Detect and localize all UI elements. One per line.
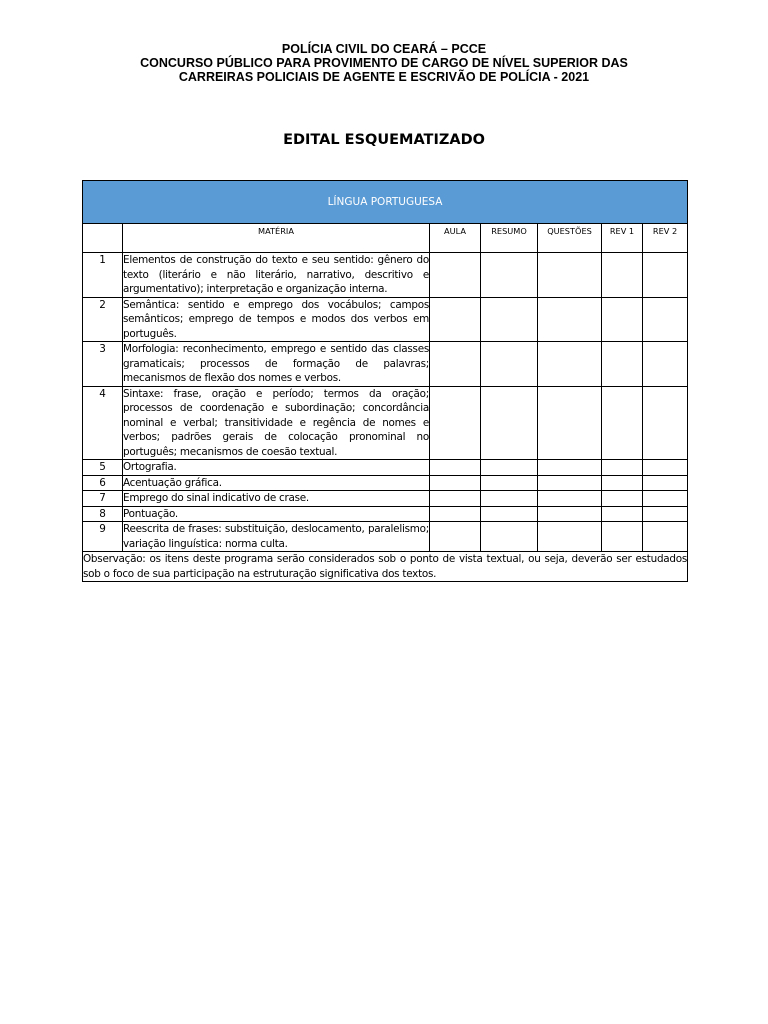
row-materia: Sintaxe: frase, oração e período; termos da oração; processos de coordenação e subordinação; concordância nominal e verbal; transitividade e regência de nomes e verbos; padrões gerais de colocação pronominal no português; mecanismos de coesão textual. — [123, 387, 429, 458]
row-materia: Semântica: sentido e emprego dos vocábulos; campos semânticos; emprego de tempos e modos dos verbos em português. — [123, 298, 429, 340]
checkbox-cell-rev1[interactable] — [602, 506, 643, 522]
table-row — [83, 491, 688, 507]
row-materia: Reescrita de frases: substituição, deslocamento, paralelismo; variação linguística: norma culta. — [123, 523, 429, 550]
row-materia: Elementos de construção do texto e seu sentido: gênero do texto (literário e não literário, narrativo, descritivo e argumentativo); interpretação e organização interna. — [123, 254, 429, 295]
row-materia: Morfologia: reconhecimento, emprego e sentido das classes gramaticais; processos de formação de palavras; mecanismos de flexão dos nomes e verbos. — [123, 343, 429, 384]
checkbox-cell-questoes[interactable] — [538, 475, 602, 491]
checkbox-cell-rev1[interactable] — [602, 475, 643, 491]
page-title: EDITAL ESQUEMATIZADO — [283, 132, 485, 148]
checkbox-cell-aula[interactable] — [430, 253, 481, 298]
row-number: 2 — [83, 297, 123, 342]
study-plan-table — [82, 180, 688, 582]
table-row — [83, 506, 688, 522]
col-materia-header: MATÉRIA — [123, 224, 430, 253]
checkbox-cell-rev1[interactable] — [602, 253, 643, 298]
checkbox-cell-rev1[interactable] — [602, 491, 643, 507]
row-materia: Acentuação gráfica. — [123, 475, 430, 491]
table-row — [83, 386, 688, 460]
checkbox-cell-rev1[interactable] — [602, 460, 643, 476]
checkbox-cell-resumo[interactable] — [481, 522, 538, 552]
checkbox-cell-resumo[interactable] — [481, 386, 538, 460]
checkbox-cell-rev1[interactable] — [602, 522, 643, 552]
checkbox-cell-questoes[interactable] — [538, 342, 602, 387]
checkbox-cell-rev1[interactable] — [602, 386, 643, 460]
checkbox-cell-resumo[interactable] — [481, 506, 538, 522]
checkbox-cell-questoes[interactable] — [538, 460, 602, 476]
header-line-careers: CARREIRAS POLICIAIS DE AGENTE E ESCRIVÃO DE POLÍCIA - 2021 — [178, 70, 590, 84]
row-number: 3 — [83, 342, 123, 387]
checkbox-cell-aula[interactable] — [430, 460, 481, 476]
observation-note: Observação: os itens deste programa serão considerados sob o ponto de vista textual, ou seja, deverão ser estudados sob o foco de sua participação na estruturação significativa dos textos. — [83, 553, 688, 580]
table-body — [83, 253, 688, 552]
checkbox-cell-rev2[interactable] — [643, 386, 688, 460]
subject-header: LÍNGUA PORTUGUESA — [83, 181, 688, 224]
row-number: 7 — [83, 491, 123, 507]
checkbox-cell-resumo[interactable] — [481, 297, 538, 342]
checkbox-cell-rev1[interactable] — [602, 342, 643, 387]
checkbox-cell-rev2[interactable] — [643, 491, 688, 507]
row-number: 4 — [83, 386, 123, 460]
checkbox-cell-resumo[interactable] — [481, 253, 538, 298]
checkbox-cell-rev2[interactable] — [643, 460, 688, 476]
row-number: 9 — [83, 522, 123, 552]
checkbox-cell-questoes[interactable] — [538, 386, 602, 460]
table-row — [83, 522, 688, 552]
checkbox-cell-aula[interactable] — [430, 491, 481, 507]
checkbox-cell-rev2[interactable] — [643, 506, 688, 522]
checkbox-cell-rev1[interactable] — [602, 297, 643, 342]
checkbox-cell-resumo[interactable] — [481, 460, 538, 476]
checkbox-cell-rev2[interactable] — [643, 297, 688, 342]
header-line-institution: POLÍCIA CIVIL DO CEARÁ – PCCE — [281, 42, 487, 56]
checkbox-cell-aula[interactable] — [430, 506, 481, 522]
table-row — [83, 475, 688, 491]
checkbox-cell-questoes[interactable] — [538, 506, 602, 522]
checkbox-cell-rev2[interactable] — [643, 342, 688, 387]
row-materia: Ortografia. — [123, 460, 430, 476]
col-aula-header: AULA — [430, 224, 481, 253]
row-number: 5 — [83, 460, 123, 476]
col-rev2-header: REV 2 — [643, 224, 688, 253]
col-questoes-header: QUESTÕES — [538, 224, 602, 253]
checkbox-cell-rev2[interactable] — [643, 253, 688, 298]
checkbox-cell-resumo[interactable] — [481, 491, 538, 507]
checkbox-cell-questoes[interactable] — [538, 522, 602, 552]
document-header — [0, 42, 768, 84]
checkbox-cell-rev2[interactable] — [643, 475, 688, 491]
table-row — [83, 460, 688, 476]
checkbox-cell-questoes[interactable] — [538, 491, 602, 507]
row-number: 6 — [83, 475, 123, 491]
checkbox-cell-resumo[interactable] — [481, 475, 538, 491]
row-number: 1 — [83, 253, 123, 298]
checkbox-cell-aula[interactable] — [430, 386, 481, 460]
table-row — [83, 297, 688, 342]
table-row — [83, 253, 688, 298]
checkbox-cell-rev2[interactable] — [643, 522, 688, 552]
checkbox-cell-aula[interactable] — [430, 342, 481, 387]
row-materia: Emprego do sinal indicativo de crase. — [123, 491, 430, 507]
checkbox-cell-aula[interactable] — [430, 475, 481, 491]
checkbox-cell-resumo[interactable] — [481, 342, 538, 387]
header-line-contest: CONCURSO PÚBLICO PARA PROVIMENTO DE CARGO DE NÍVEL SUPERIOR DAS — [140, 56, 628, 70]
checkbox-cell-aula[interactable] — [430, 297, 481, 342]
checkbox-cell-questoes[interactable] — [538, 253, 602, 298]
row-number: 8 — [83, 506, 123, 522]
column-header-row — [83, 224, 688, 253]
col-rev1-header: REV 1 — [602, 224, 643, 253]
col-number-header — [83, 224, 123, 253]
row-materia: Pontuação. — [123, 506, 430, 522]
col-resumo-header: RESUMO — [481, 224, 538, 253]
checkbox-cell-questoes[interactable] — [538, 297, 602, 342]
checkbox-cell-aula[interactable] — [430, 522, 481, 552]
table-row — [83, 342, 688, 387]
